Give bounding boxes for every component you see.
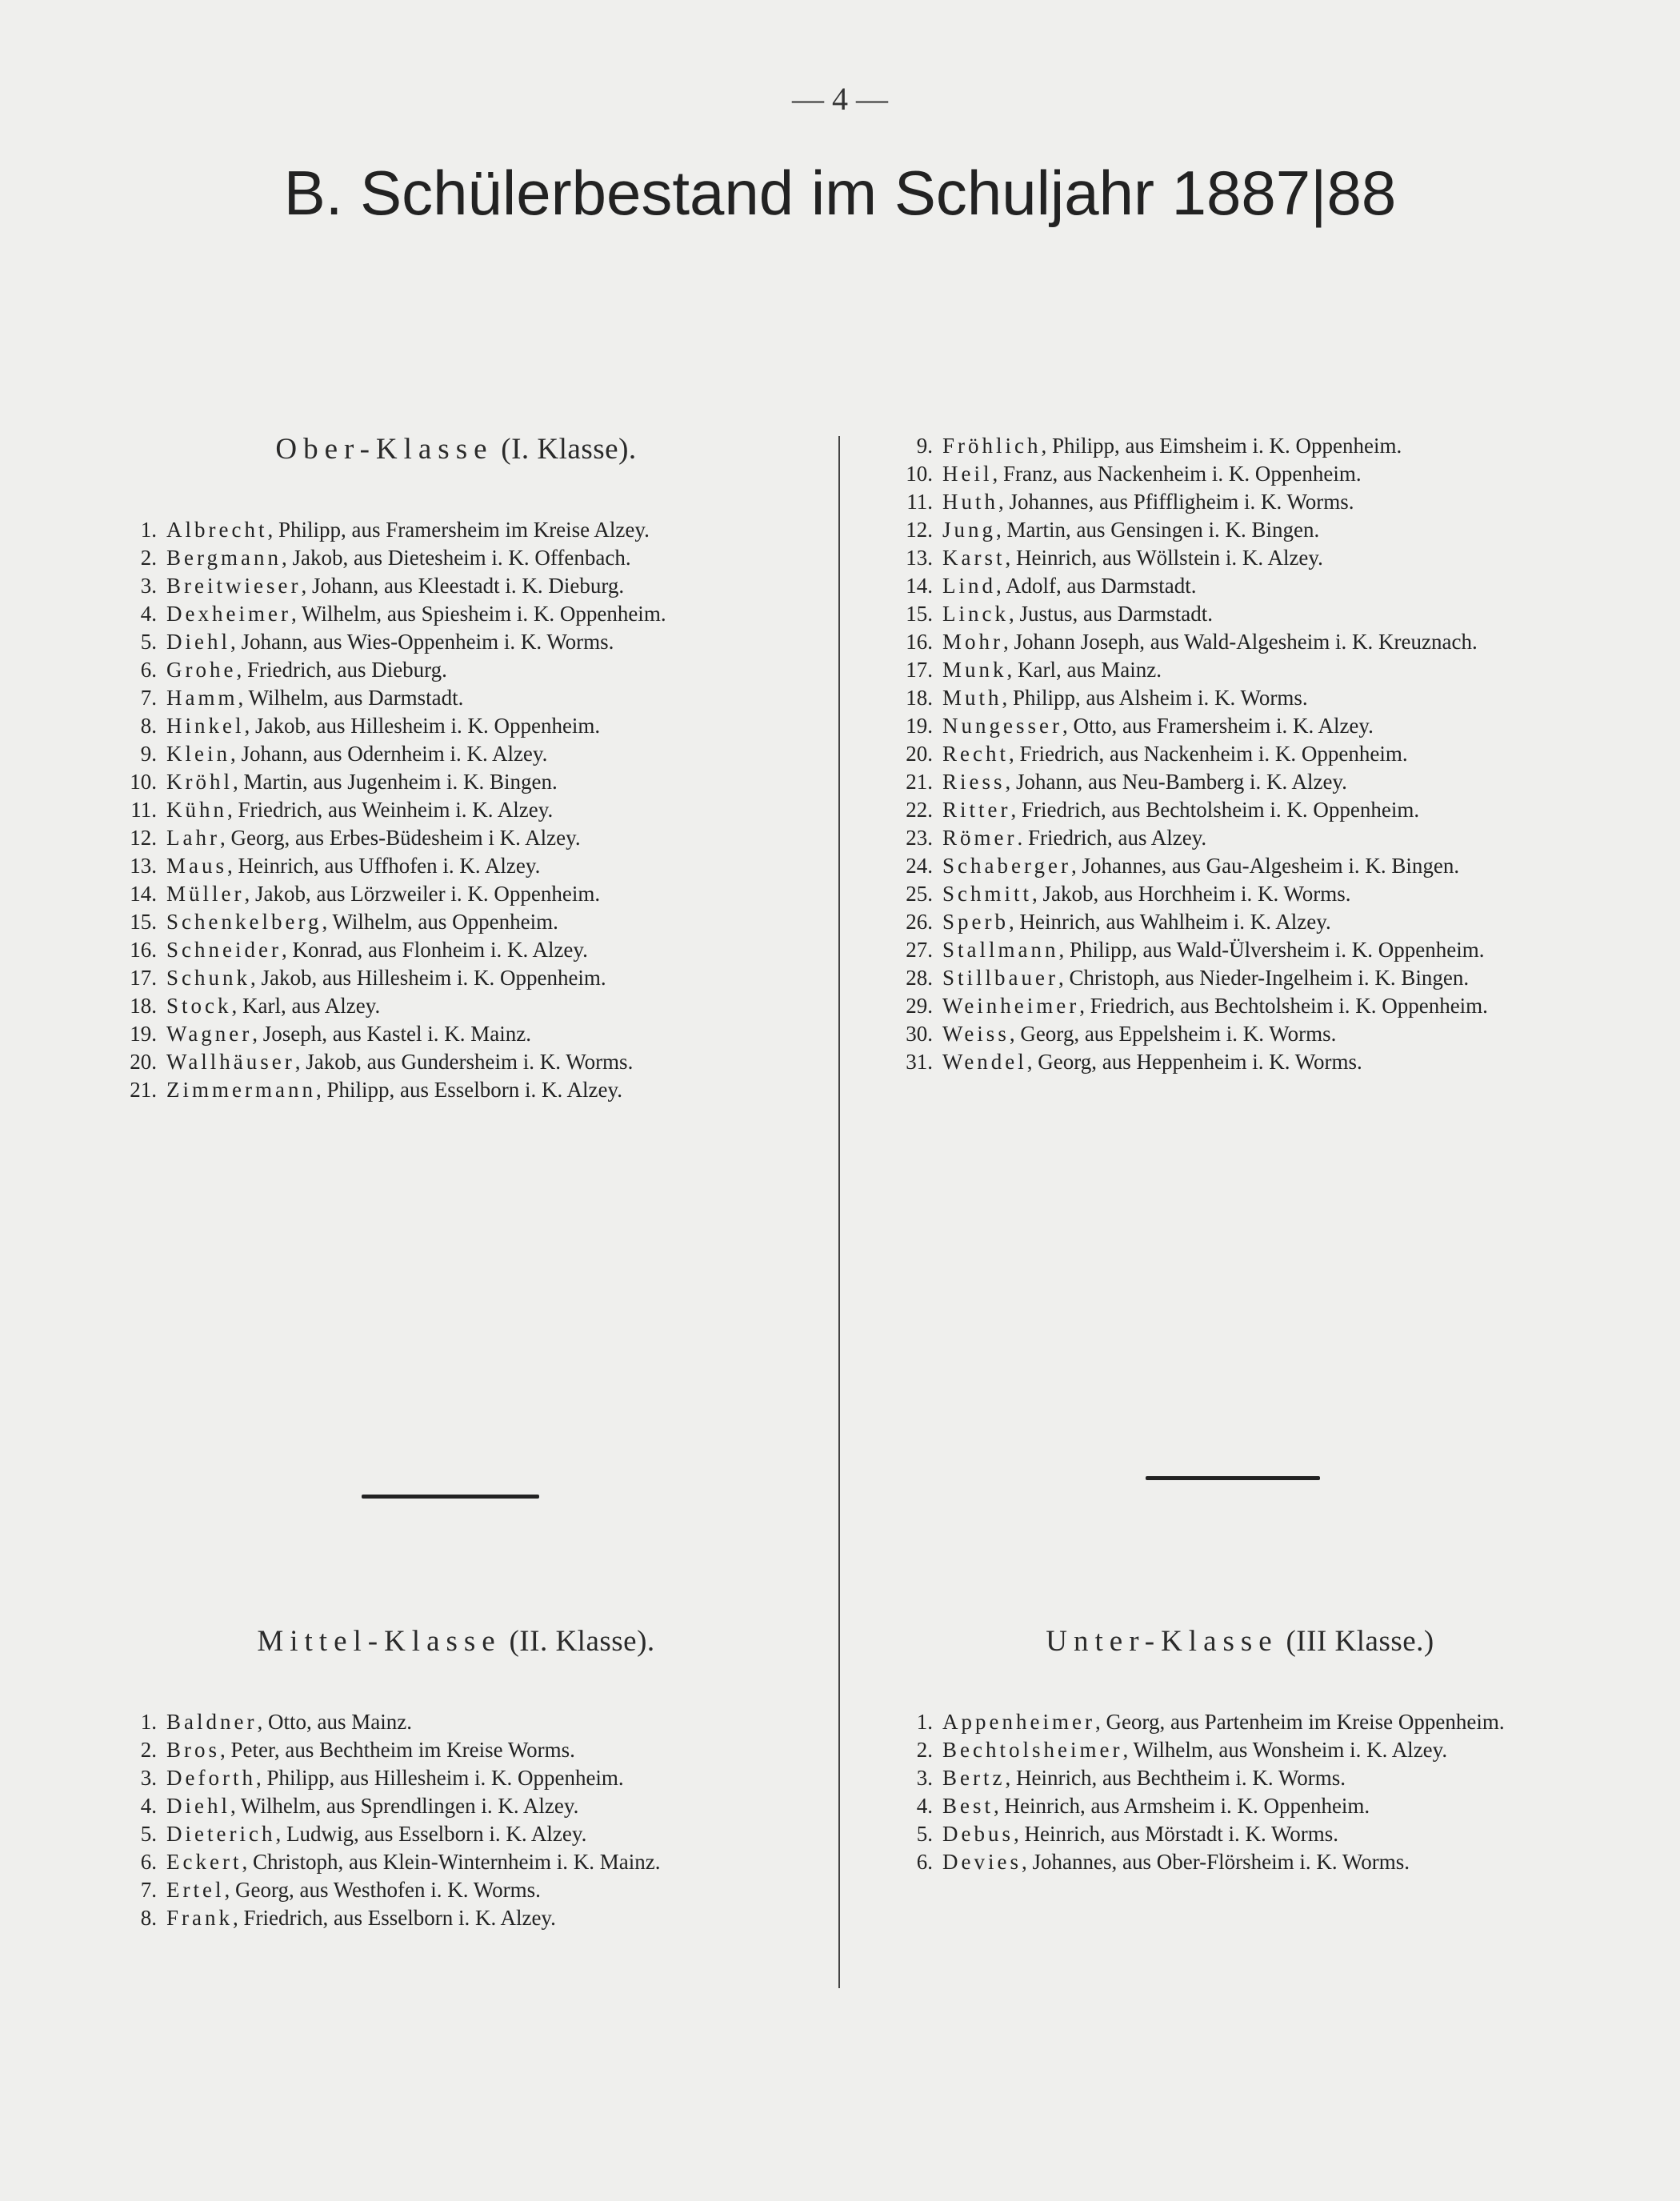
list-item [888,880,1592,908]
entry-number: 17. [130,966,157,990]
list-item [112,1904,800,1932]
entry-number: 18. [130,994,157,1018]
entry-number: 31. [906,1050,933,1074]
student-surname: Klein [166,742,230,766]
student-surname: Ertel [166,1878,225,1902]
student-details: , Joseph, aus Kastel i. K. Mainz. [252,1022,531,1046]
list-item [888,964,1592,992]
entry-number: 3. [140,1766,157,1790]
student-surname: Schenkelberg [166,910,322,934]
student-details: , Philipp, aus Eimsheim i. K. Oppenheim. [1041,434,1402,458]
list-item [112,1848,800,1876]
entry-number: 12. [906,518,933,542]
student-surname: Hamm [166,686,238,710]
entry-number: 4. [140,602,157,626]
student-details: , Karl, aus Alzey. [231,994,381,1018]
student-details: , Ludwig, aus Esselborn i. K. Alzey. [275,1822,587,1846]
student-details: , Konrad, aus Flonheim i. K. Alzey. [281,938,588,962]
student-surname: Debus [942,1822,1014,1846]
entry-number: 30. [906,1022,933,1046]
student-details: , Philipp, aus Esselborn i. K. Alzey. [315,1078,622,1102]
student-surname: Devies [942,1850,1022,1874]
list-item [112,1792,800,1820]
student-surname: Maus [166,854,227,878]
student-surname: Schaberger [942,854,1071,878]
student-details: , Jakob, aus Lörzweiler i. K. Oppenheim. [244,882,601,906]
column-divider [838,436,840,1988]
unter-klasse-section [888,1624,1592,1876]
entry-number: 24. [906,854,933,878]
student-surname: Lind [942,574,996,598]
list-item [112,768,800,796]
list-item [112,1876,800,1904]
entry-number: 28. [906,966,933,990]
student-surname: Römer [942,826,1018,850]
list-item [112,572,800,600]
student-surname: Kühn [166,798,227,822]
student-surname: Bros [166,1738,221,1762]
list-item [112,1020,800,1048]
ober-klasse-continued-section [888,432,1592,1076]
entry-number: 11. [906,490,933,514]
student-surname: Bertz [942,1766,1006,1790]
list-item [888,1708,1592,1736]
section-separator-right [1146,1476,1320,1480]
list-item [888,656,1592,684]
list-item [888,572,1592,600]
student-details: , Peter, aus Bechtheim im Kreise Worms. [220,1738,575,1762]
student-details: , Philipp, aus Hillesheim i. K. Oppenheim. [255,1766,624,1790]
student-details: , Otto, aus Framersheim i. K. Alzey. [1062,714,1374,738]
list-item [112,1048,800,1076]
student-details: , Wilhelm, aus Spiesheim i. K. Oppenheim. [290,602,666,626]
entry-number: 6. [916,1850,933,1874]
entry-number: 8. [140,1906,157,1930]
student-surname: Zimmermann [166,1078,316,1102]
entry-number: 13. [130,854,157,878]
student-details: , Johann, aus Neu-Bamberg i. K. Alzey. [1005,770,1347,794]
student-details: , Heinrich, aus Uffhofen i. K. Alzey. [227,854,541,878]
section-separator-left [362,1495,539,1499]
student-details: , Heinrich, aus Armsheim i. K. Oppenheim. [994,1794,1370,1818]
student-details: , Christoph, aus Klein-Winternheim i. K. Mainz. [242,1850,661,1874]
student-surname: Diehl [166,630,230,654]
student-surname: Munk [942,658,1007,682]
list-item [112,880,800,908]
student-surname: Stillbauer [942,966,1058,990]
student-surname: Wendel [942,1050,1027,1074]
entry-number: 19. [130,1022,157,1046]
student-details: , Johannes, aus Pfiffligheim i. K. Worms. [998,490,1354,514]
mittel-klasse-section [112,1624,800,1932]
list-item [112,796,800,824]
list-item [112,936,800,964]
student-details: , Karl, aus Mainz. [1006,658,1162,682]
student-surname: Dieterich [166,1822,276,1846]
entry-number: 16. [130,938,157,962]
list-item [888,1764,1592,1792]
ober-klasse-heading-main: Ober-Klasse [275,433,494,466]
list-item [888,628,1592,656]
student-surname: Lahr [166,826,220,850]
entry-number: 1. [140,518,157,542]
entry-number: 3. [140,574,157,598]
mittel-klasse-heading [112,1624,800,1659]
entry-number: 26. [906,910,933,934]
student-details: , Johann, aus Wies-Oppenheim i. K. Worms. [230,630,614,654]
mittel-klasse-heading-sub: (II. Klasse). [509,1625,655,1658]
entry-number: 18. [906,686,933,710]
student-surname: Deforth [166,1766,256,1790]
entry-number: 21. [130,1078,157,1102]
student-surname: Wagner [166,1022,253,1046]
entry-number: 25. [906,882,933,906]
student-details: , Friedrich, aus Bechtolsheim i. K. Oppenheim. [1010,798,1420,822]
entry-number: 20. [130,1050,157,1074]
list-item [888,852,1592,880]
entry-number: 1. [140,1710,157,1734]
student-surname: Appenheimer [942,1710,1095,1734]
entry-number: 7. [140,1878,157,1902]
unter-klasse-list [888,1708,1592,1876]
entry-number: 7. [140,686,157,710]
entry-number: 5. [140,1822,157,1846]
entry-number: 3. [916,1766,933,1790]
list-item [888,460,1592,488]
entry-number: 2. [916,1738,933,1762]
student-details: , Georg, aus Erbes-Büdesheim i K. Alzey. [219,826,581,850]
entry-number: 15. [906,602,933,626]
student-surname: Jung [942,518,997,542]
student-surname: Weinheimer [942,994,1080,1018]
list-item [888,432,1592,460]
student-surname: Baldner [166,1710,258,1734]
student-surname: Weiss [942,1022,1010,1046]
entry-number: 8. [140,714,157,738]
student-details: , Jakob, aus Dietesheim i. K. Offenbach. [281,546,631,570]
student-surname: Stallmann [942,938,1059,962]
entry-number: 2. [140,546,157,570]
list-item [888,544,1592,572]
entry-number: 10. [906,462,933,486]
list-item [888,1736,1592,1764]
student-details: , Johann, aus Kleestadt i. K. Dieburg. [301,574,625,598]
list-item [112,740,800,768]
list-item [888,908,1592,936]
student-surname: Karst [942,546,1006,570]
student-details: , Philipp, aus Framersheim im Kreise Alzey. [267,518,650,542]
student-surname: Nungesser [942,714,1062,738]
list-item [112,1764,800,1792]
list-item [888,1020,1592,1048]
list-item [112,992,800,1020]
list-item [888,796,1592,824]
entry-number: 23. [906,826,933,850]
student-details: , Georg, aus Westhofen i. K. Worms. [224,1878,541,1902]
entry-number: 2. [140,1738,157,1762]
ober-klasse-continued-list [888,432,1592,1076]
student-details: , Philipp, aus Alsheim i. K. Worms. [1002,686,1308,710]
student-surname: Schunk [166,966,250,990]
student-surname: Bechtolsheimer [942,1738,1123,1762]
student-details: , Georg, aus Eppelsheim i. K. Worms. [1009,1022,1337,1046]
student-details: , Heinrich, aus Wahlheim i. K. Alzey. [1009,910,1331,934]
student-surname: Diehl [166,1794,230,1818]
student-surname: Fröhlich [942,434,1042,458]
entry-number: 19. [906,714,933,738]
student-details: , Johannes, aus Gau-Algesheim i. K. Bingen. [1070,854,1460,878]
unter-klasse-heading [888,1624,1592,1659]
student-details: , Heinrich, aus Mörstadt i. K. Worms. [1014,1822,1339,1846]
student-surname: Huth [942,490,998,514]
list-item [112,600,800,628]
entry-number: 5. [140,630,157,654]
student-details: , Wilhelm, aus Darmstadt. [238,686,464,710]
student-details: . Friedrich, aus Alzey. [1017,826,1207,850]
entry-number: 17. [906,658,933,682]
list-item [888,1792,1592,1820]
list-item [888,1048,1592,1076]
ober-klasse-heading-sub: (I. Klasse). [501,433,637,466]
list-item [112,1820,800,1848]
student-details: , Friedrich, aus Dieburg. [236,658,447,682]
student-details: , Jakob, aus Hillesheim i. K. Oppenheim. [244,714,601,738]
student-details: , Wilhelm, aus Sprendlingen i. K. Alzey. [230,1794,579,1818]
student-surname: Breitwieser [166,574,302,598]
list-item [888,712,1592,740]
entry-number: 10. [130,770,157,794]
student-surname: Linck [942,602,1009,626]
student-details: , Otto, aus Mainz. [257,1710,412,1734]
student-surname: Stock [166,994,232,1018]
student-surname: Recht [942,742,1009,766]
student-details: , Heinrich, aus Wöllstein i. K. Alzey. [1005,546,1323,570]
student-surname: Müller [166,882,245,906]
page-number: — 4 — [792,81,888,117]
list-item [888,936,1592,964]
list-item [888,516,1592,544]
unter-klasse-heading-sub: (III Klasse.) [1286,1625,1434,1658]
list-item [112,1076,800,1104]
student-surname: Wallhäuser [166,1050,295,1074]
entry-number: 4. [916,1794,933,1818]
entry-number: 1. [916,1710,933,1734]
list-item [888,684,1592,712]
student-details: , Franz, aus Nackenheim i. K. Oppenheim. [992,462,1362,486]
entry-number: 6. [140,658,157,682]
entry-number: 20. [906,742,933,766]
list-item [888,740,1592,768]
student-surname: Sperb [942,910,1009,934]
student-details: , Heinrich, aus Bechtheim i. K. Worms. [1005,1766,1346,1790]
student-details: , Johann Joseph, aus Wald-Algesheim i. K. Kreuznach. [1003,630,1478,654]
entry-number: 4. [140,1794,157,1818]
student-details: , Friedrich, aus Nackenheim i. K. Oppenheim. [1008,742,1408,766]
entry-number: 15. [130,910,157,934]
entry-number: 5. [916,1822,933,1846]
list-item [888,1820,1592,1848]
list-item [112,1736,800,1764]
entry-number: 22. [906,798,933,822]
student-details: , Friedrich, aus Esselborn i. K. Alzey. [233,1906,556,1930]
student-details: , Christoph, aus Nieder-Ingelheim i. K. Bingen. [1058,966,1470,990]
unter-klasse-heading-main: Unter-Klasse [1046,1625,1278,1658]
student-surname: Frank [166,1906,233,1930]
student-details: , Philipp, aus Wald-Ülversheim i. K. Oppenheim. [1058,938,1485,962]
student-surname: Grohe [166,658,237,682]
student-details: , Jakob, aus Hillesheim i. K. Oppenheim. [250,966,606,990]
student-details: , Friedrich, aus Bechtolsheim i. K. Oppenheim. [1079,994,1488,1018]
entry-number: 16. [906,630,933,654]
student-surname: Albrecht [166,518,268,542]
student-surname: Schmitt [942,882,1033,906]
student-details: , Georg, aus Partenheim im Kreise Oppenheim. [1094,1710,1505,1734]
student-surname: Kröhl [166,770,233,794]
list-item [112,852,800,880]
student-surname: Mohr [942,630,1003,654]
entry-number: 6. [140,1850,157,1874]
student-surname: Heil [942,462,993,486]
list-item [112,712,800,740]
list-item [888,992,1592,1020]
student-surname: Schneider [166,938,282,962]
student-details: , Justus, aus Darmstadt. [1008,602,1213,626]
student-details: , Jakob, aus Gundersheim i. K. Worms. [294,1050,634,1074]
entry-number: 9. [140,742,157,766]
list-item [888,824,1592,852]
list-item [112,1708,800,1736]
student-details: , Johannes, aus Ober-Flörsheim i. K. Worms. [1021,1850,1410,1874]
list-item [888,600,1592,628]
student-surname: Best [942,1794,994,1818]
ober-klasse-heading [112,432,800,466]
student-surname: Hinkel [166,714,245,738]
student-surname: Ritter [942,798,1011,822]
student-details: , Georg, aus Heppenheim i. K. Worms. [1026,1050,1362,1074]
mittel-klasse-list [112,1708,800,1932]
list-item [888,488,1592,516]
mittel-klasse-heading-main: Mittel-Klasse [257,1625,502,1658]
ober-klasse-list [112,516,800,1104]
entry-number: 11. [130,798,157,822]
entry-number: 9. [916,434,933,458]
list-item [888,768,1592,796]
list-item [112,908,800,936]
entry-number: 14. [130,882,157,906]
list-item [112,628,800,656]
student-details: , Adolf, aus Darmstadt. [996,574,1197,598]
list-item [112,544,800,572]
student-details: , Friedrich, aus Weinheim i. K. Alzey. [227,798,554,822]
student-surname: Dexheimer [166,602,291,626]
list-item [112,516,800,544]
entry-number: 12. [130,826,157,850]
student-details: , Martin, aus Jugenheim i. K. Bingen. [233,770,558,794]
student-details: , Jakob, aus Horchheim i. K. Worms. [1032,882,1351,906]
entry-number: 21. [906,770,933,794]
student-details: , Wilhelm, aus Oppenheim. [322,910,558,934]
entry-number: 13. [906,546,933,570]
entry-number: 27. [906,938,933,962]
entry-number: 29. [906,994,933,1018]
student-surname: Bergmann [166,546,282,570]
student-details: , Johann, aus Odernheim i. K. Alzey. [230,742,548,766]
entry-number: 14. [906,574,933,598]
student-surname: Muth [942,686,1002,710]
student-details: , Martin, aus Gensingen i. K. Bingen. [996,518,1320,542]
student-surname: Eckert [166,1850,242,1874]
list-item [112,964,800,992]
list-item [112,824,800,852]
page-title: B. Schülerbestand im Schuljahr 1887|88 [283,158,1397,228]
ober-klasse-section [112,432,800,1104]
student-surname: Riess [942,770,1006,794]
list-item [112,684,800,712]
list-item [888,1848,1592,1876]
student-details: , Wilhelm, aus Wonsheim i. K. Alzey. [1122,1738,1448,1762]
list-item [112,656,800,684]
